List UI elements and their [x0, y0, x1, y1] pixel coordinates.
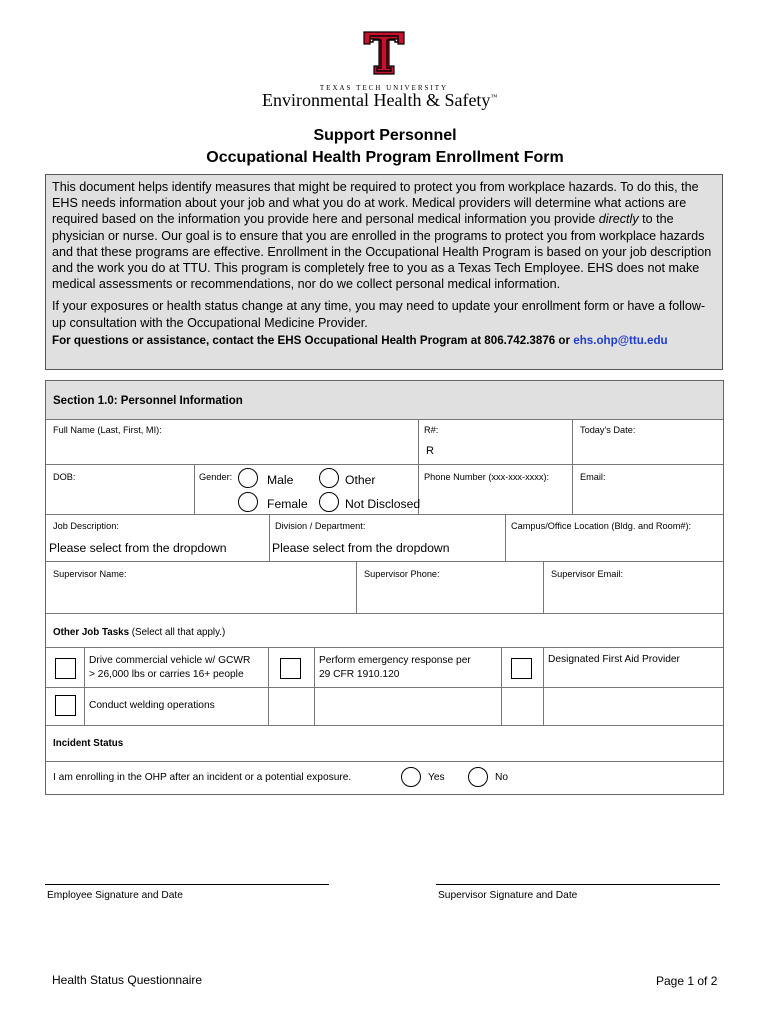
form-title-line1: Support Personnel	[313, 127, 457, 144]
department-name: Environmental Health & Safety™	[262, 90, 498, 110]
dob-field[interactable]	[47, 481, 193, 513]
contact-line: For questions or assistance, contact the EHS Occupational Health Program at 806.742.3876 or ehs.ohp@ttu.edu	[52, 333, 668, 347]
contact-email-link[interactable]: ehs.ohp@ttu.edu	[573, 333, 668, 347]
email-field[interactable]	[573, 481, 723, 513]
footer-doc-title: Health Status Questionnaire	[52, 973, 203, 987]
supervisor-signature-label: Supervisor Signature and Date	[438, 890, 578, 901]
gender-female-label: Female	[267, 497, 308, 511]
division-label: Division / Department:	[275, 521, 366, 531]
job-description-label: Job Description:	[53, 521, 119, 531]
section-title: Section 1.0: Personnel Information	[53, 395, 243, 407]
intro-paragraph-2: If your exposures or health status change at any time, you may need to update your enrollment form or have a follow-up consultation with the Occupational Medicine Provider.	[52, 299, 706, 330]
task-welding-label: Conduct welding operations	[89, 700, 215, 711]
employee-signature-label: Employee Signature and Date	[47, 890, 183, 901]
task-emergency-response-checkbox[interactable]	[280, 658, 301, 679]
task-drive-commercial-label: Drive commercial vehicle w/ GCWR > 26,000 lbs or carries 16+ people	[89, 655, 251, 680]
supervisor-signature-line[interactable]	[436, 884, 720, 885]
ttu-logo	[362, 30, 406, 76]
gender-label: Gender:	[199, 472, 233, 482]
gender-not-disclosed-label: Not Disclosed	[345, 497, 421, 511]
other-tasks-header: Other Job Tasks (Select all that apply.)	[53, 627, 226, 638]
job-description-dropdown[interactable]: Please select from the dropdown	[49, 541, 227, 555]
gender-not-disclosed-radio[interactable]	[319, 492, 339, 512]
email-label: Email:	[580, 472, 606, 482]
division-dropdown[interactable]: Please select from the dropdown	[272, 541, 450, 555]
gender-male-radio[interactable]	[238, 468, 258, 488]
supervisor-name-field[interactable]	[47, 579, 355, 612]
incident-question: I am enrolling in the OHP after an incident or a potential exposure.	[53, 772, 352, 783]
supervisor-phone-field[interactable]	[357, 579, 542, 612]
incident-status-header: Incident Status	[53, 738, 124, 749]
full-name-label: Full Name (Last, First, MI):	[53, 425, 162, 435]
todays-date-field[interactable]	[573, 433, 723, 463]
incident-no-label: No	[495, 772, 509, 783]
footer-page-number: Page 1 of 2	[656, 974, 718, 988]
supervisor-name-label: Supervisor Name:	[53, 569, 127, 579]
campus-location-field[interactable]	[506, 533, 723, 560]
form-title-line2: Occupational Health Program Enrollment Form	[206, 149, 564, 166]
campus-location-label: Campus/Office Location (Bldg. and Room#):	[511, 521, 692, 531]
intro-paragraph-1: This document helps identify measures that might be required to protect you from workplace hazards. To do this, the EHS needs information about your job and what you do at work. Medical providers will determine what actions are required based on the information you provide here and personal medical information you provide directly to the physician or nurse. Our goal is to ensure that you are enrolled in the programs to protect you from workplace hazards and that these programs are effective. Enrollment in the Occupational Health Program is based on your job description and the work you do at TTU. This program is completely free to you as a Texas Tech Employee. EHS does not make medical assessments or recommendations, nor do we collect personal medical information.	[52, 180, 712, 292]
supervisor-email-field[interactable]	[544, 579, 723, 612]
task-first-aid-label: Designated First Aid Provider	[548, 654, 680, 665]
supervisor-phone-label: Supervisor Phone:	[364, 569, 440, 579]
phone-field[interactable]	[419, 481, 571, 513]
task-emergency-response-label: Perform emergency response per 29 CFR 1910.120	[319, 655, 471, 680]
personnel-form	[45, 380, 724, 795]
rnum-label: R#:	[424, 425, 439, 435]
gender-other-label: Other	[345, 473, 376, 487]
intro-box	[45, 174, 723, 370]
incident-yes-label: Yes	[428, 772, 445, 783]
task-drive-commercial-checkbox[interactable]	[55, 658, 76, 679]
rnum-field[interactable]: R	[426, 445, 434, 457]
gender-other-radio[interactable]	[319, 468, 339, 488]
task-first-aid-checkbox[interactable]	[511, 658, 532, 679]
gender-male-label: Male	[267, 473, 294, 487]
supervisor-email-label: Supervisor Email:	[551, 569, 623, 579]
gender-female-radio[interactable]	[238, 492, 258, 512]
employee-signature-line[interactable]	[45, 884, 329, 885]
todays-date-label: Today's Date:	[580, 425, 636, 435]
incident-no-radio[interactable]	[468, 767, 488, 787]
university-name: TEXAS TECH UNIVERSITY	[319, 84, 449, 92]
phone-label: Phone Number (xxx-xxx-xxxx):	[424, 472, 550, 482]
dob-label: DOB:	[53, 472, 76, 482]
incident-yes-radio[interactable]	[401, 767, 421, 787]
full-name-field[interactable]	[47, 433, 417, 463]
task-welding-checkbox[interactable]	[55, 695, 76, 716]
